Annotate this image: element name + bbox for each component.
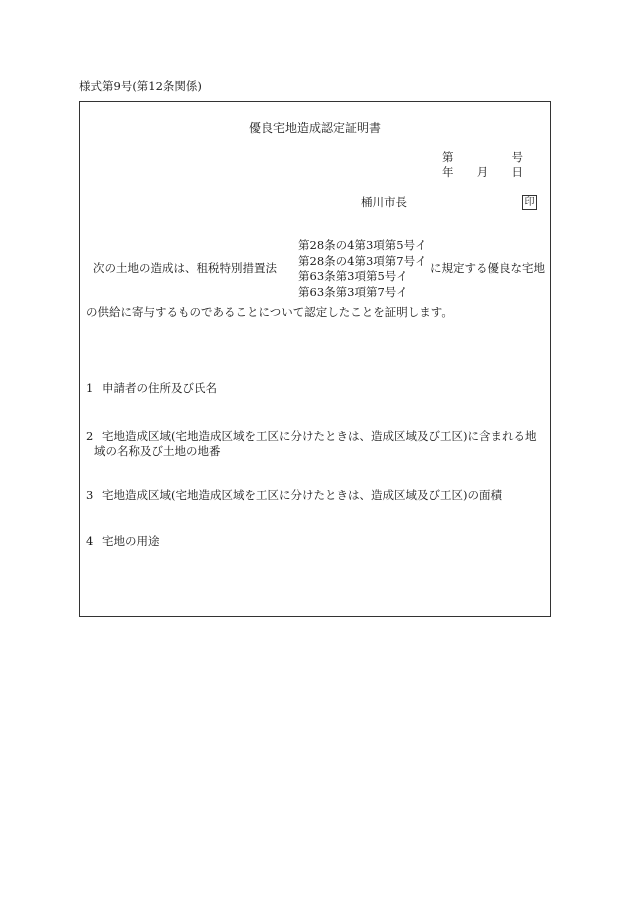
intro-text-before: 次の土地の造成は、租税特別措置法 <box>93 261 277 275</box>
intro-text-after: に規定する優良な宅地 <box>430 261 545 275</box>
law-article: 第28条の4第3項第7号イ <box>298 253 427 268</box>
item-number: 1 <box>86 381 94 395</box>
item-text: 宅地造成区域(宅地造成区域を工区に分けたときは、造成区域及び工区)の面積 <box>102 488 502 502</box>
number-prefix: 第 <box>442 150 454 164</box>
date-year: 年 <box>442 165 454 179</box>
certificate-number-line <box>442 151 523 165</box>
date-day: 日 <box>511 165 523 179</box>
law-article: 第28条の4第3項第5号イ <box>298 238 427 252</box>
list-item <box>86 489 502 503</box>
date-line <box>442 166 523 180</box>
issuer-name: 桶川市長 <box>361 195 407 209</box>
law-article: 第63条第3項第7号イ <box>298 284 408 299</box>
list-item <box>86 535 160 549</box>
item-text: 宅地の用途 <box>102 534 160 548</box>
intro-text-continuation: の供給に寄与するものであることについて認定したことを証明します。 <box>86 305 453 319</box>
item-text-continuation: 域の名称及び土地の地番 <box>94 444 221 458</box>
item-number: 2 <box>86 429 94 443</box>
item-text: 宅地造成区域(宅地造成区域を工区に分けたときは、造成区域及び工区)に含まれる地 <box>102 429 537 443</box>
list-item <box>86 382 217 396</box>
law-article: 第63条第3項第5号イ <box>298 269 408 283</box>
item-text: 申請者の住所及び氏名 <box>102 381 217 395</box>
form-label: 様式第9号(第12条関係) <box>79 79 202 93</box>
list-item <box>86 430 536 444</box>
law-article-list <box>298 238 427 300</box>
document-title: 優良宅地造成認定証明書 <box>248 121 381 135</box>
item-number: 3 <box>86 488 94 502</box>
seal-mark: 印 <box>522 195 537 210</box>
date-month: 月 <box>476 165 489 179</box>
item-number: 4 <box>86 534 94 548</box>
number-suffix: 号 <box>511 150 523 164</box>
